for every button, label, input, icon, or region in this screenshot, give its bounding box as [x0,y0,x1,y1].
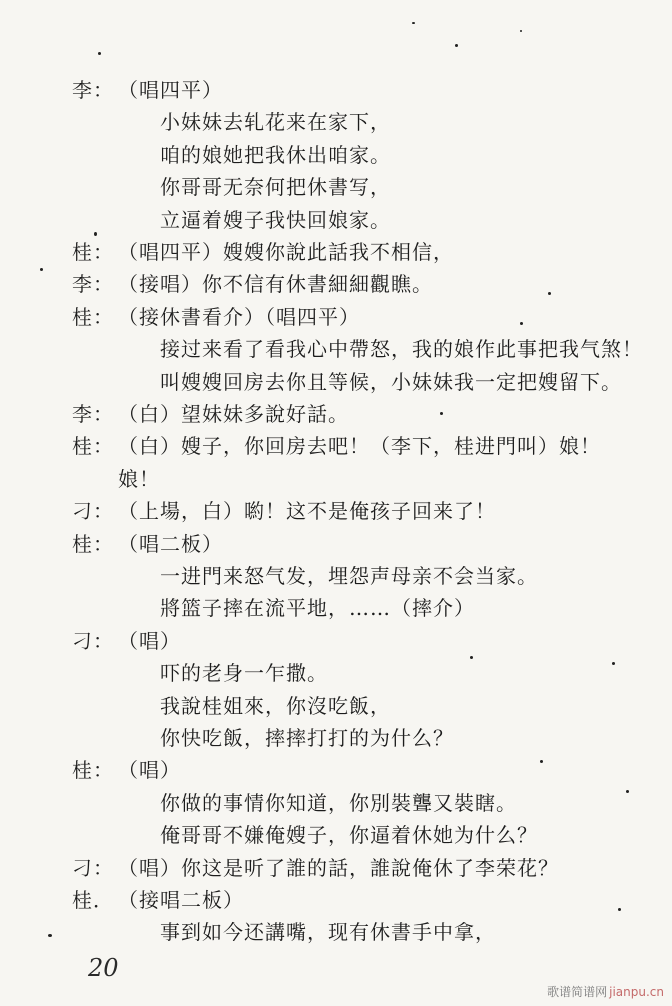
line-text: （上場，白）喲！这不是俺孩子回来了！ [118,499,496,524]
line-text: （白）望妹妹多說好話。 [118,402,349,426]
line-text: 我說桂姐來，你沒吃飯， [160,693,391,718]
speaker-label: 桂： [72,304,114,329]
watermark [547,983,664,1000]
line-text: 娘！ [118,466,160,491]
line-text: （唱） [118,758,181,783]
scan-speck [618,908,621,911]
scan-speck [94,232,97,236]
scan-speck [455,44,458,47]
line-text: 咱的娘她把我休出咱家。 [160,142,391,167]
page-number: 20 [88,954,119,982]
scan-speck [40,268,43,271]
speaker-label: 李： [72,78,114,102]
speaker-label: 桂： [72,240,114,264]
line-text: （白）嫂子，你回房去吧！（李下，桂进門叫）娘！ [118,434,601,459]
line-text: （接休書看介）（唱四平） [118,304,360,329]
scan-speck [520,30,522,32]
line-text: （接唱）你不信有休書細細觀瞧。 [118,272,433,297]
line-text: 小妹妹去轧花来在家下， [160,110,391,135]
line-text: 你快吃飯，摔摔打打的为什么？ [160,726,454,750]
line-text: 接过来看了看我心中帶怒，我的娘作此事把我气煞！ [160,337,643,362]
speaker-label: 李： [72,402,114,426]
speaker-label: 桂： [72,434,114,459]
scan-speck [470,656,473,659]
line-text: 你哥哥无奈何把休書写， [160,175,391,200]
scan-speck [98,52,101,55]
line-text: 一进門来怒气发，埋怨声母亲不会当家。 [160,564,538,588]
watermark-en: jianpu.cn [609,985,664,999]
line-text: （唱）你这是听了誰的話，誰說俺休了李荣花？ [118,855,559,880]
line-text: （唱） [118,628,181,653]
scan-speck [48,934,52,937]
line-text: （唱二板） [118,531,223,556]
speaker-label: 桂： [72,531,114,556]
speaker-label: 李： [72,272,114,297]
speaker-label: 刁： [72,855,114,880]
line-text: 俺哥哥不嫌俺嫂子，你逼着休她为什么？ [160,823,538,848]
watermark-cn: 歌谱简谱网 [547,985,608,999]
line-text: （接唱二板） [118,888,244,912]
speaker-label: 刁： [72,628,114,653]
scan-speck [612,662,615,665]
scan-speck [548,292,551,295]
scan-speck [540,760,543,763]
scan-speck [626,790,629,793]
speaker-label: 刁： [72,499,114,524]
line-text: （唱四平）嫂嫂你說此話我不相信， [118,240,454,264]
line-text: 將篮子摔在流平地，……（摔介） [160,596,475,621]
line-text: 叫嫂嫂回房去你且等候，小妹妹我一定把嫂留下。 [160,369,622,394]
line-text: （唱四平） [118,78,223,102]
speaker-label: 桂． [72,888,114,912]
scan-speck [412,22,415,24]
scan-speck [520,322,523,325]
line-text: 你做的事情你知道，你別裝聾又裝瞎。 [160,790,517,815]
scan-speck [440,412,443,415]
speaker-label: 桂： [72,758,114,783]
line-text: 吓的老身一乍撒。 [160,661,328,686]
line-text: 事到如今还講嘴，现有休書手中拿， [160,920,496,945]
line-text: 立逼着嫂子我快回娘家。 [160,207,391,232]
